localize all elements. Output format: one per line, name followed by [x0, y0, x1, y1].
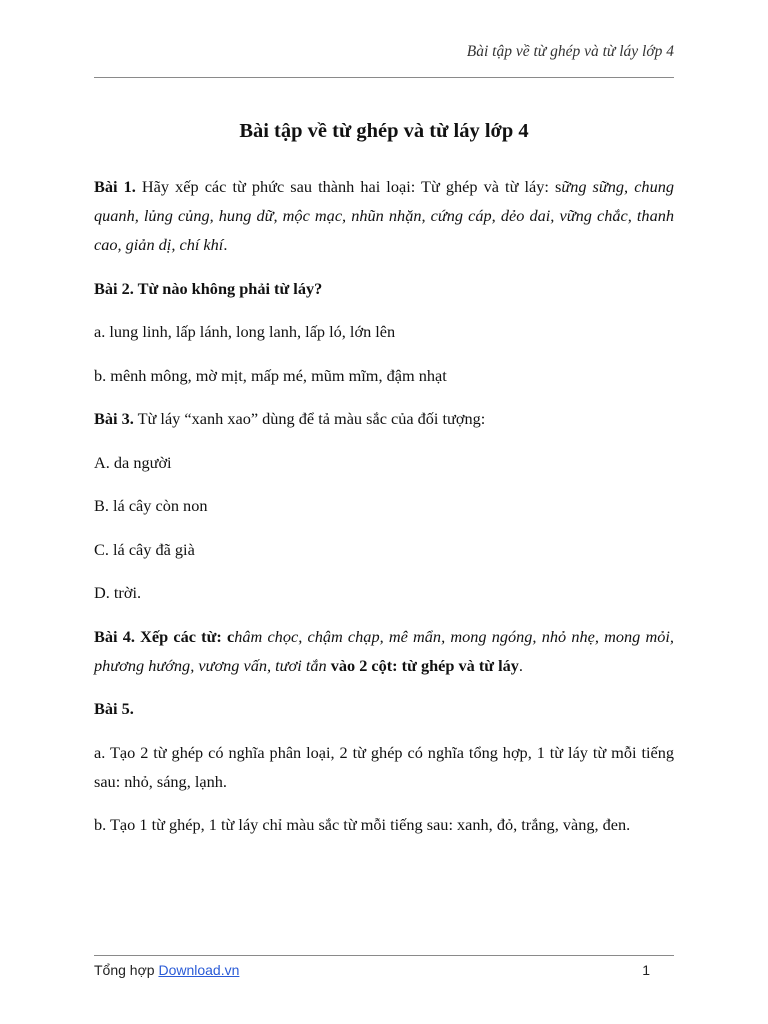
exercise-4-words: hâm chọc, chậm chạp, mê mẩn, mong ngóng, nhỏ nhẹ, mong mỏi, phương hướng, vương vấn, tươi tắn: [94, 626, 674, 675]
exercise-2-option-b: b. mênh mông, mờ mịt, mấp mé, mũm mĩm, đậm nhạt: [94, 365, 447, 385]
page-number: 1: [642, 962, 650, 978]
exercise-2-title: Bài 2. Từ nào không phải từ láy?: [94, 278, 323, 298]
exercise-3-option-d: D. trời.: [94, 583, 142, 602]
header-title: Bài tập về từ ghép và từ láy lớp 4: [466, 43, 674, 60]
exercise-1-words: ững sững, chung quanh, lủng củng, hung dữ, mộc mạc, nhũn nhặn, cứng cáp, dẻo dai, vững chắc, thanh cao, giản dị, chí khí: [94, 177, 674, 254]
exercise-4-end: .: [518, 655, 523, 675]
exercise-4-text1: Xếp các từ: c: [134, 626, 235, 646]
footer-divider: [94, 955, 674, 956]
document-body: [94, 172, 674, 854]
exercise-3: [94, 404, 674, 433]
exercise-5-part-b: b. Tạo 1 từ ghép, 1 từ láy chỉ màu sắc từ mỗi tiếng sau: xanh, đỏ, trắng, vàng, đen.: [94, 815, 631, 834]
exercise-1-label: Bài 1.: [94, 177, 136, 196]
exercise-3-option-c: C. lá cây đã già: [94, 539, 195, 559]
exercise-4-label: Bài 4.: [94, 626, 135, 646]
footer-prefix: Tổng hợp: [94, 962, 159, 978]
footer-link[interactable]: Download.vn: [158, 962, 240, 978]
footer-credit: [94, 962, 239, 978]
exercise-3-option-b: B. lá cây còn non: [94, 496, 208, 515]
exercise-2-option-a: a. lung linh, lấp lánh, long lanh, lấp ló, lớn lên: [94, 322, 396, 341]
document-title: Bài tập về từ ghép và từ láy lớp 4: [239, 120, 529, 142]
exercise-3-question: Từ láy “xanh xao” dùng để tả màu sắc của đối tượng:: [133, 409, 486, 428]
exercise-5-part-a: a. Tạo 2 từ ghép có nghĩa phân loại, 2 từ ghép có nghĩa tổng hợp, 1 từ láy từ mỗi tiếng sau: nhỏ, sáng, lạnh.: [94, 742, 674, 791]
exercise-3-label: Bài 3.: [94, 409, 134, 428]
page-header: [94, 43, 674, 78]
exercise-5-label: Bài 5.: [94, 699, 134, 718]
exercise-1-end: .: [223, 235, 228, 254]
exercise-3-option-a: A. da người: [94, 452, 172, 472]
exercise-4: [94, 622, 674, 680]
exercise-1-text: Hãy xếp các từ phức sau thành hai loại: Từ ghép và từ láy: s: [135, 177, 562, 196]
exercise-4-text2: vào 2 cột: từ ghép và từ láy: [326, 655, 519, 675]
exercise-1: [94, 172, 674, 259]
